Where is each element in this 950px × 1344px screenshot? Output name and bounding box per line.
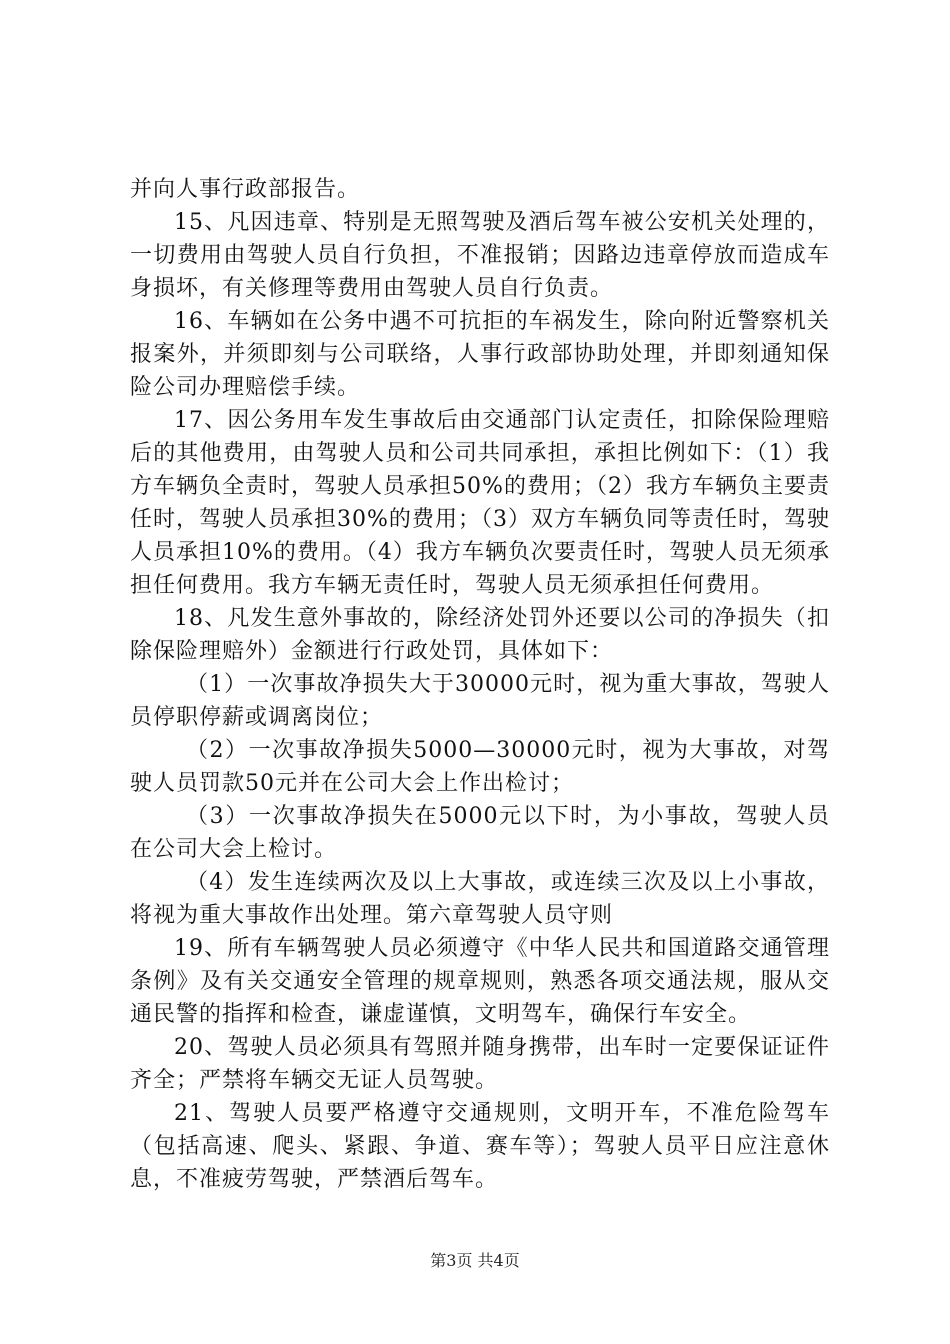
paragraph-item-21: 21、驾驶人员要严格遵守交通规则，文明开车，不准危险驾车（包括高速、爬头、紧跟、争道、赛车等）；驾驶人员平日应注意休息，不准疲劳驾驶，严禁酒后驾车。 — [130, 1101, 830, 1192]
paragraph-item-16: 16、车辆如在公务中遇不可抗拒的车祸发生，除向附近警察机关报案外，并须即刻与公司联络，人事行政部协助处理，并即刻通知保险公司办理赔偿手续。 — [130, 309, 830, 400]
paragraph-item-18-sub-3: （3）一次事故净损失在5000元以下时，为小事故，驾驶人员在公司大会上检讨。 — [130, 804, 830, 862]
paragraph-item-18-sub-1: （1）一次事故净损失大于30000元时，视为重大事故，驾驶人员停职停薪或调离岗位； — [130, 672, 830, 730]
document-body — [130, 173, 830, 1196]
paragraph-item-15: 15、凡因违章、特别是无照驾驶及酒后驾车被公安机关处理的，一切费用由驾驶人员自行负担，不准报销；因路边违章停放而造成车身损坏，有关修理等费用由驾驶人员自行负责。 — [130, 210, 830, 301]
paragraph-item-20: 20、驾驶人员必须具有驾照并随身携带，出车时一定要保证证件齐全；严禁将车辆交无证人员驾驶。 — [130, 1035, 830, 1093]
paragraph-item-19: 19、所有车辆驾驶人员必须遵守《中华人民共和国道路交通管理条例》及有关交通安全管理的规章规则，熟悉各项交通法规，服从交通民警的指挥和检查，谦虚谨慎，文明驾车，确保行车安全。 — [130, 936, 830, 1027]
paragraph-item-17: 17、因公务用车发生事故后由交通部门认定责任，扣除保险理赔后的其他费用，由驾驶人员和公司共同承担，承担比例如下：（1）我方车辆负全责时，驾驶人员承担50%的费用；（2）我方车辆负主要责任时，驾驶人员承担30%的费用；（3）双方车辆负同等责任时，驾驶人员承担10%的费用。（4）我方车辆负次要责任时，驾驶人员无须承担任何费用。我方车辆无责任时，驾驶人员无须承担任何费用。 — [130, 408, 830, 598]
paragraph-item-18: 18、凡发生意外事故的，除经济处罚外还要以公司的净损失（扣除保险理赔外）金额进行行政处罚，具体如下： — [130, 606, 830, 664]
paragraph-item-18-sub-4: （4）发生连续两次及以上大事故，或连续三次及以上小事故，将视为重大事故作出处理。第六章驾驶人员守则 — [130, 870, 830, 928]
page-footer: 第3页 共4页 — [430, 1251, 520, 1270]
paragraph-continuation: 并向人事行政部报告。 — [130, 177, 361, 202]
paragraph-item-18-sub-2: （2）一次事故净损失5000—30000元时，视为大事故，对驾驶人员罚款50元并在公司大会上作出检讨； — [130, 738, 830, 796]
